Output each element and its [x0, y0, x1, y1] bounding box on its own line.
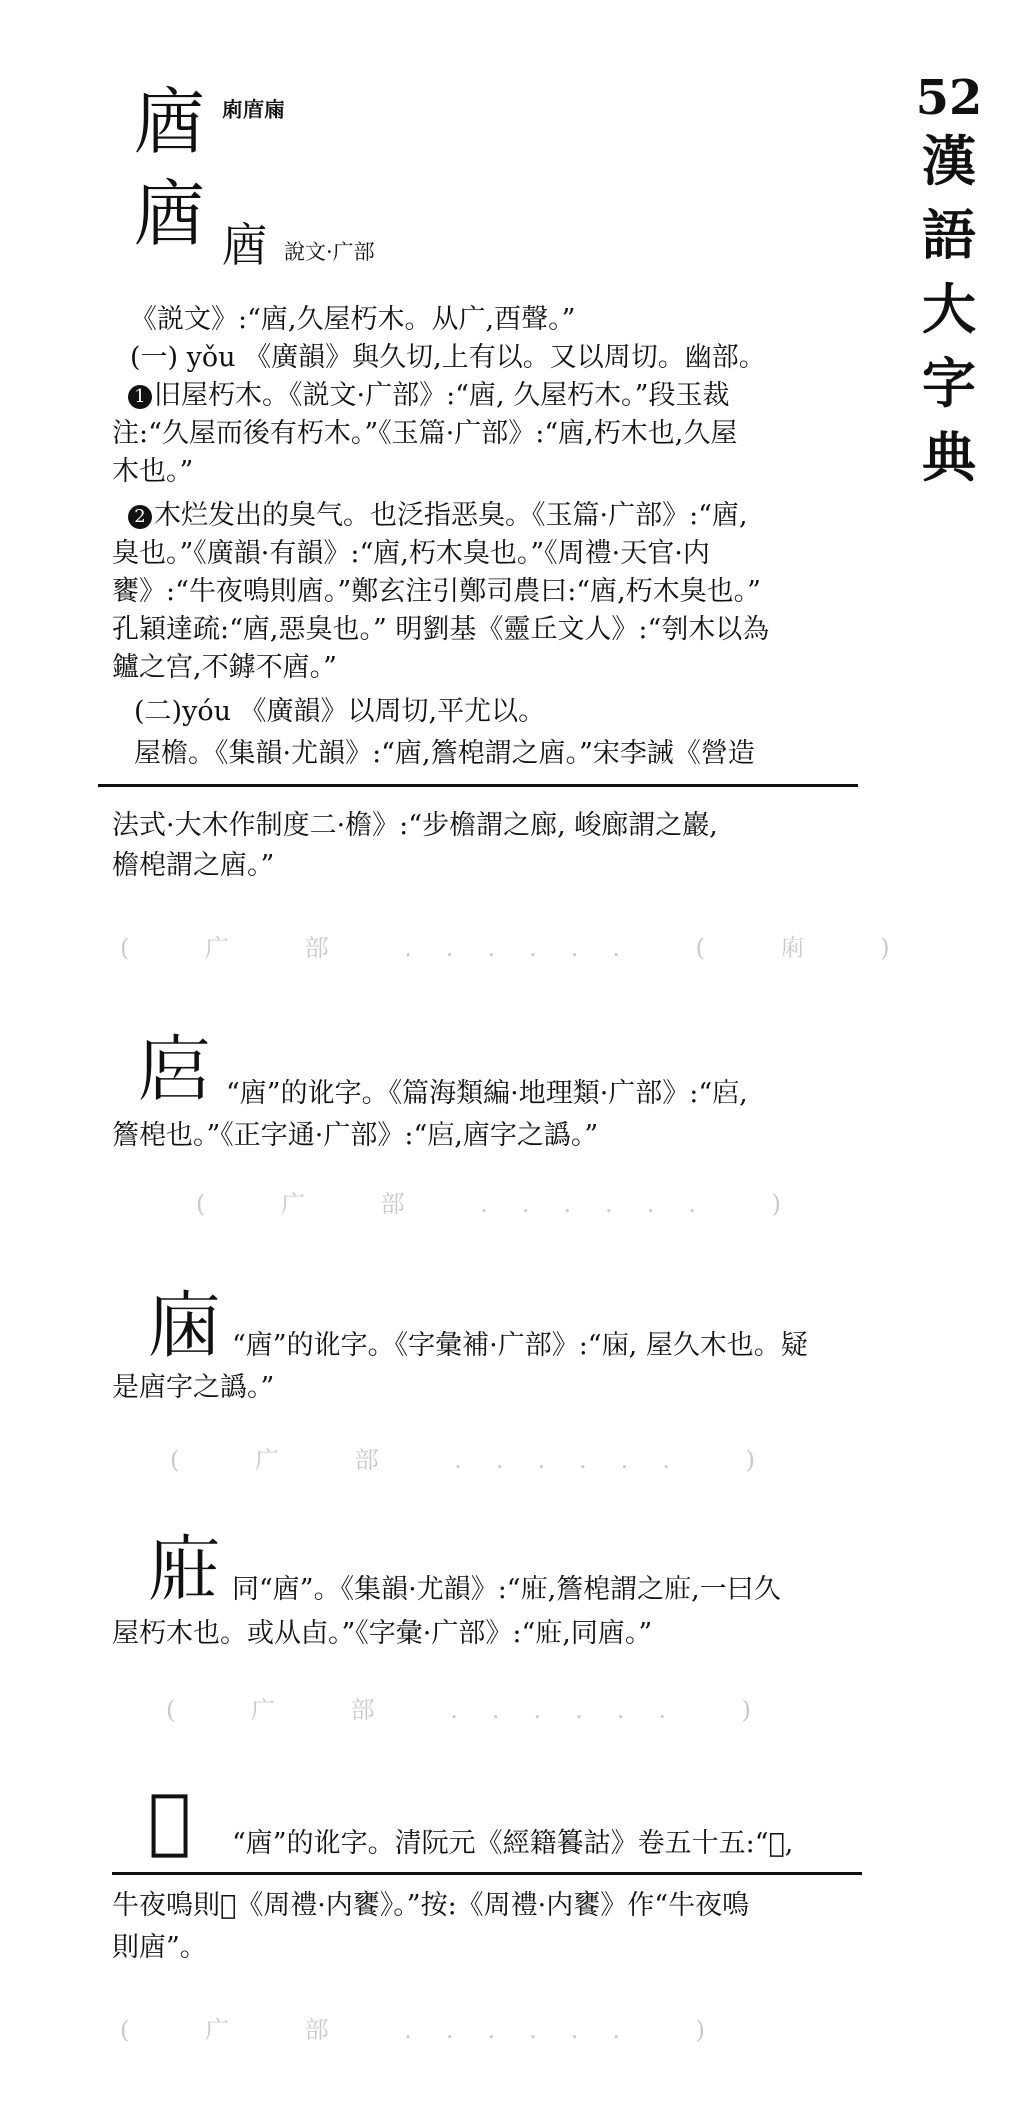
divider — [98, 784, 858, 787]
headword-traditional: 庮 — [134, 172, 207, 256]
dictionary-title: 漢 語 大 字 典 — [922, 129, 976, 489]
headword-entry-1: 𢈚 — [138, 1028, 211, 1112]
headword-entry-4: 𢉷 — [148, 1778, 192, 1862]
main-line: 鑪之宫,不鏬不庮。” — [112, 652, 337, 683]
sense-marker: 1 — [128, 385, 152, 409]
cut-mark: ( 广 部 ...... ) — [166, 1696, 786, 1724]
main-line: (一) yǒu 《廣韻》與久切,上有以。又以周切。幽部。 — [130, 342, 766, 373]
entry-line: “庮”的讹字。清阮元《經籍籑詁》卷五十五:“𢉷, — [232, 1828, 794, 1859]
entry-line: 則庮”。 — [112, 1932, 207, 1963]
entry-line: 簷梍也。”《正字通·广部》:“𢈚,庮字之譌。” — [112, 1120, 599, 1151]
main-line: 法式·大木作制度二·檐》:“步檐謂之廊, 峻廊謂之巖, — [112, 810, 718, 841]
headword-variants: 𢈱𢉧𢉀 — [222, 97, 285, 122]
headword-entry-2: 𢈛 — [148, 1284, 221, 1368]
seal-script: 庮 — [222, 218, 268, 272]
side-title — [899, 72, 999, 494]
main-line: 注:“久屋而後有朽木。”《玉篇·广部》:“庮,朽木也,久屋 — [112, 418, 738, 449]
cut-mark: ( 广 部 ...... ) — [196, 1190, 816, 1218]
main-line: 屋檐。《集韻·尤韻》:“庮,簷梍謂之庮。”宋李誡《營造 — [134, 738, 755, 769]
seal-source: 說文·广部 — [284, 240, 375, 264]
entry-line: “庮”的讹字。《字彙補·广部》:“𢈛, 屋久木也。疑 — [232, 1330, 808, 1361]
divider — [112, 1872, 862, 1875]
main-line: 饔》:“牛夜鳴則庮。”鄭玄注引鄭司農曰:“庮,朽木臭也。” — [112, 576, 761, 607]
main-line: 木也。” — [112, 456, 194, 487]
entry-line: 牛夜鳴則𢉷《周禮·内饔》。”按:《周禮·内饔》作“牛夜鳴 — [112, 1890, 750, 1921]
page-number: 52 — [915, 70, 983, 126]
main-line: 《説文》:“庮,久屋朽木。从广,酉聲。” — [130, 304, 576, 335]
cut-mark: ( 广 部 ...... ) — [120, 2016, 740, 2044]
cut-mark: ( 广 部 ...... ( 𢈱 ) — [120, 934, 924, 962]
main-line: (二)yóu 《廣韻》以周切,平尤以。 — [134, 696, 546, 727]
main-line: 孔穎達疏:“庮,惡臭也。” 明劉基《靈丘文人》:“刳木以為 — [112, 614, 770, 645]
main-line: 檐梍謂之庮。” — [112, 850, 275, 881]
main-line: 1 旧屋朽木。《説文·广部》:“庮, 久屋朽木。”段玉裁 — [128, 378, 729, 414]
headword-main: 庮 — [134, 80, 207, 164]
cut-mark: ( 广 部 ...... ) — [170, 1446, 790, 1474]
sense-marker: 2 — [128, 505, 152, 529]
entry-line: 同“庮”。《集韻·尤韻》:“𢈜,簷梍謂之𢈜,一曰久 — [232, 1574, 781, 1605]
entry-line: 是庮字之譌。” — [112, 1372, 275, 1403]
main-line: 2 木烂发出的臭气。也泛指恶臭。《玉篇·广部》:“庮, — [128, 498, 748, 534]
headword-entry-3: 𢈜 — [148, 1528, 221, 1612]
main-line: 臭也。”《廣韻·有韻》:“庮,朽木臭也。”《周禮·天官·内 — [112, 538, 710, 569]
entry-line: 屋朽木也。或从卣。”《字彙·广部》:“𢈜,同庮。” — [112, 1618, 653, 1649]
entry-line: “庮”的讹字。《篇海類編·地理類·广部》:“𢈚, — [226, 1078, 748, 1109]
